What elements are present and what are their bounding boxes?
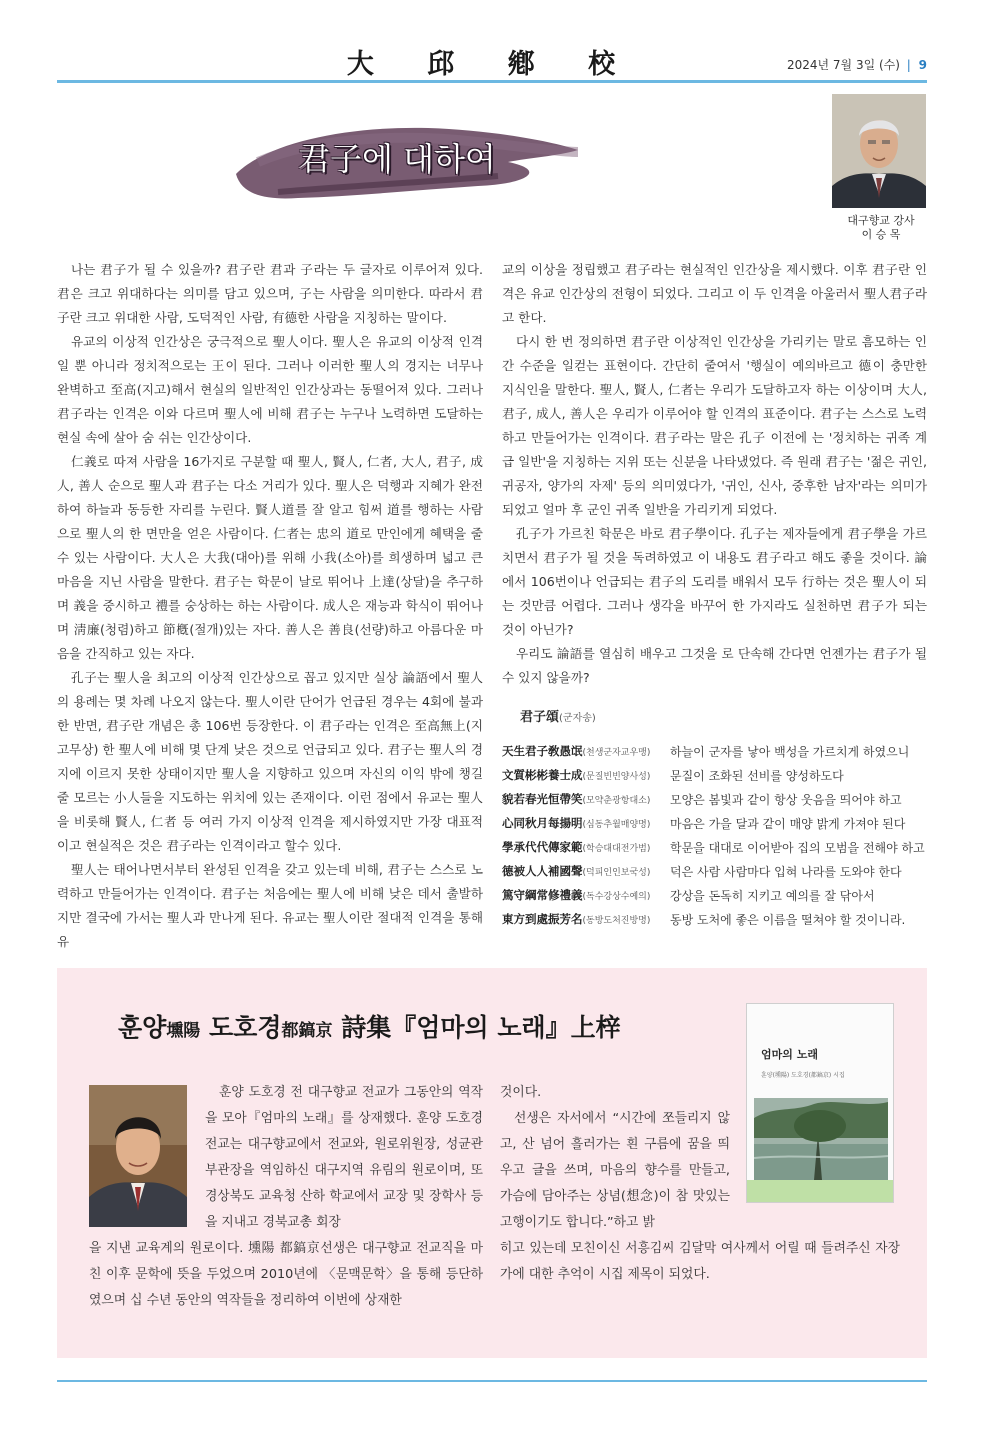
- poem-reading: (독수강상수예의): [582, 892, 651, 902]
- feature-paragraph: 히고 있는데 모친이신 서흥김씨 김달막 여사께서 어릴 때 들려주신 자장가에 대한 추억이 시집 제목이 되었다.: [500, 1241, 900, 1282]
- article-title-banner: [228, 112, 588, 208]
- feature-paragraph: 훈양 도호경 전 대구향교 전교가 그동안의 역작을 모아『엄마의 노래』를 상재했다. 훈양 도호경 전교는 대구향교에서 전교와, 원로위원장, 성균관부관장을 역임하신 대구지역 유림의 원로이며, 또 경상북도 교육청 산하 학교에서 교장 및 장학사 등을 지내고 경북교총 회장: [205, 1085, 483, 1230]
- article-column-left: [57, 258, 483, 954]
- poem-hanja: 心同秋月每揚明: [502, 816, 583, 830]
- poem-line: [502, 883, 927, 907]
- poem-reading: (심동추월매양명): [582, 820, 651, 830]
- poem-hanja: 天生君子敎愚氓: [502, 744, 583, 758]
- feature-text-left-bottom: [89, 1236, 483, 1314]
- article-paragraph: 교의 이상을 정립했고 君子라는 현실적인 인간상을 제시했다. 이후 君子란 인격은 유교 인간상의 전형이 되었다. 그리고 이 두 인격을 아울러서 聖人君子라고 한다.: [502, 262, 927, 325]
- article-title: 君子에 대하여: [298, 140, 496, 178]
- poem-line: [502, 787, 927, 811]
- poem-korean: 문질이 조화된 선비를 양성하도다: [670, 768, 844, 783]
- feature-title-name2: 도호경: [209, 1013, 282, 1042]
- feature-paragraph: 을 지낸 교육계의 원로이다. 壎陽 都鎬京선생은 대구향교 전교직을 마친 이후 문학에 뜻을 두었으며 2010년에 〈문맥문학〉을 통해 등단하였으며 십 수년 동안의 역작들을 정리하여 이번에 상재한: [89, 1241, 483, 1308]
- date-text: 2024년 7월 3일 (수): [786, 58, 900, 72]
- issue-date: [787, 56, 927, 73]
- author-affiliation: 대구향교 강사: [847, 214, 915, 227]
- feature-paragraph: 선생은 자서에서 “시간에 쪼들리지 않고, 산 넘어 흘러가는 흰 구름에 꿈을 띄우고 글을 쓰며, 마음의 향수를 만들고, 가슴에 담아주는 상념(想念)이 참 맛있는 고행이기도 합니다.”하고 밝: [500, 1111, 730, 1230]
- feature-title-name2-hanja: 都鎬京: [281, 1021, 333, 1041]
- poet-photo: [89, 1085, 187, 1227]
- article-paragraph: 나는 君子가 될 수 있을까? 君子란 君과 子라는 두 글자로 이루어져 있다. 君은 크고 위대하다는 의미를 담고 있으며, 子는 사람을 의미한다. 따라서 君子란 크고 위대한 사람, 도덕적인 사람, 有德한 사람을 지칭하는 말이다.: [57, 262, 483, 325]
- poem-title: [520, 706, 927, 725]
- feature-text-left-top: [205, 1080, 483, 1236]
- poem-reading: (모약춘광항대소): [582, 796, 651, 806]
- poem-korean: 덕은 사람 사람마다 입혀 나라를 도와야 한다: [670, 864, 902, 879]
- author-caption: [826, 214, 936, 242]
- poem-korean: 강상을 돈독히 지키고 예의를 잘 닦아서: [670, 888, 875, 903]
- poem-reading: (동방도처진방명): [582, 916, 651, 926]
- poem-hanja: 東方到處振芳名: [502, 912, 583, 926]
- article-paragraph: 聖人는 태어나면서부터 완성된 인격을 갖고 있는데 비해, 君子는 스스로 노력하고 만들어가는 인격이다. 君子는 처음에는 聖人에 비해 낮은 데서 출발하지만 결국에 가서는 聖人과 만나게 된다. 유교는 聖人이란 절대적 인격을 통해 유: [57, 862, 483, 949]
- poem-hanja: 學承代代傳家範: [502, 840, 583, 854]
- date-separator: |: [906, 58, 911, 72]
- book-cover-band: [747, 1180, 893, 1202]
- feature-title-name1: 훈양: [118, 1013, 167, 1042]
- poem-reading: (문질빈빈양사성): [582, 772, 651, 782]
- poem-korean: 모양은 봄빛과 같이 항상 웃음을 띄어야 하고: [670, 792, 902, 807]
- poem-line: [502, 835, 927, 859]
- article-paragraph: 孔子는 聖人을 최고의 이상적 인간상으로 꼽고 있지만 실상 論語에서 聖人의 용례는 몇 차례 나오지 않는다. 聖人이란 단어가 언급된 경우는 4회에 불과한 반면, 君子란 개념은 총 106번 등장한다. 이 君子라는 인격은 至高無上(지고무상) 한 聖人에 비해 몇 단계 낮은 것으로 언급되고 있다. 君子는 聖人의 경지에 이르지 못한 상태이지만 聖人을 지향하고 있으며 자신의 이익 밖에 챙길 줄 모르는 小人들을 지도하는 위치에 있는 존재이다. 이런 점에서 유교는 聖人을 비롯해 賢人, 仁者 등 여러 가지 이상적 인격을 제시하였지만 가장 대표적이고 현실적은 것은 君子라는 인격이라고 할수 있다.: [57, 670, 483, 853]
- feature-title-rest: 詩集『엄마의 노래』上梓: [341, 1013, 621, 1042]
- book-title: 엄마의 노래: [761, 1048, 818, 1061]
- bottom-rule: [57, 1380, 927, 1382]
- poem-line: [502, 763, 927, 787]
- poem-reading: (학승대대전가범): [582, 844, 651, 854]
- poem-korean: 마음은 가을 달과 같이 매양 밝게 가져야 된다: [670, 816, 906, 831]
- poem-korean: 동방 도처에 좋은 이름을 떨쳐야 할 것이니라.: [670, 912, 906, 927]
- poem-reading: (덕피인인보국성): [582, 868, 651, 878]
- poem-hanja: 貌若春光恒帶笑: [502, 792, 583, 806]
- book-cover-image: [746, 1003, 894, 1203]
- poem-block: [502, 706, 927, 931]
- poem-hanja: 德被人人補國聲: [502, 864, 583, 878]
- article-paragraph: 다시 한 번 정의하면 君子란 이상적인 인간상을 가리키는 말로 흠모하는 인간 수준을 일컫는 표현이다. 간단히 줄여서 '행실이 예의바르고 德이 충만한 지식인을 말한다. 聖人, 賢人, 仁者는 우리가 도달하고자 하는 이상이며 大人, 君子, 成人, 善人은 우리가 이루어야 할 인격의 표준이다. 君子는 스스로 노력하고 만들어가는 인격이다. 君子라는 말은 孔子 이전에 는 '정치하는 귀족 계급 일반'을 지칭하는 지위 또는 신분을 나타냈었다. 즉 원래 君子는 '젊은 귀인, 귀공자, 양가의 자제' 등의 의미였다가, '귀인, 신사, 중후한 남자'라는 의미가 되었고 얼마 후 군인 귀족 일반을 가리키게 되었다.: [502, 334, 927, 517]
- poem-korean: 학문을 대대로 이어받아 집의 모범을 전해야 하고: [670, 840, 925, 855]
- poem-line: [502, 739, 927, 763]
- newspaper-title: 大 邱 鄕 校: [346, 49, 638, 80]
- article-column-right: [502, 258, 927, 690]
- feature-text-right-top: [500, 1080, 730, 1236]
- masthead: [57, 40, 927, 82]
- poem-line: [502, 859, 927, 883]
- poem-title-reading: (군자송): [559, 713, 596, 724]
- top-rule: [57, 80, 927, 83]
- poem-line: [502, 907, 927, 931]
- poem-reading: (천생군자교우맹): [582, 748, 651, 758]
- article-paragraph: 우리도 論語를 열심히 배우고 그것을 로 단속해 간다면 언젠가는 君子가 될 수 있지 않을까?: [502, 646, 927, 685]
- author-name: 이 승 목: [861, 228, 901, 241]
- book-cover-photo: [754, 1098, 888, 1180]
- feature-text-right-bottom: [500, 1236, 900, 1288]
- feature-title-name1-hanja: 壎陽: [166, 1021, 201, 1041]
- poem-hanja: 篤守綱常修禮義: [502, 888, 583, 902]
- poem-line: [502, 811, 927, 835]
- feature-paragraph: 것이다.: [500, 1085, 542, 1100]
- feature-title: [118, 1008, 621, 1044]
- article-paragraph: 仁義로 따져 사람을 16가지로 구분할 때 聖人, 賢人, 仁者, 大人, 君子, 成人, 善人 순으로 聖人과 君子는 다소 거리가 있다. 聖人은 덕행과 지혜가 완전하여 하늘과 동등한 자리를 누린다. 賢人道를 잘 알고 힘써 道를 행하는 사람으로 聖人의 한 면만을 얻은 사람이다. 仁者는 忠의 道로 만인에게 혜택을 줄 수 있는 사람이다. 大人은 大我(대아)를 위해 小我(소아)를 희생하며 넓고 큰 마음을 지닌 사람을 말한다. 君子는 학문이 날로 뛰어나 上達(상달)을 추구하며 義을 중시하고 禮를 숭상하는 하는 사람이다. 成人은 재능과 학식이 뛰어나며 淸廉(청렴)하고 節槪(절개)있는 자다. 善人은 善良(선량)하고 아름다운 마음을 간직하고 있는 자다.: [57, 454, 483, 661]
- book-subtitle: 훈양(壎陽) 도호경(都鎬京) 시집: [761, 1072, 845, 1079]
- article-paragraph: 유교의 이상적 인간상은 궁극적으로 聖人이다. 聖人은 유교의 이상적 인격일 뿐 아니라 정치적으로는 王이 된다. 그러나 이러한 聖人의 경지는 너무나 완벽하고 至高(지고)해서 현실의 일반적인 인간상과는 동떨어져 있다. 그러나 君子라는 인격은 이와 다르며 聖人에 비해 君子는 누구나 노력하면 도달하는 현실 속에 살아 숨 쉬는 인간상이다.: [57, 334, 483, 445]
- author-photo: [832, 94, 926, 208]
- page-number: 9: [918, 58, 927, 72]
- poem-title-hanja: 君子頌: [520, 710, 560, 725]
- poem-korean: 하늘이 군자를 낳아 백성을 가르치게 하였으니: [670, 744, 910, 759]
- article-paragraph: 孔子가 가르친 학문은 바로 君子學이다. 孔子는 제자들에게 君子學을 가르치면서 君子가 될 것을 독려하였고 이 내용도 君子라고 해도 좋을 것이다. 論에서 106번이나 언급되는 君子의 도리를 배워서 모두 行하는 것은 聖人이 되는 것만큼 어렵다. 그러나 생각을 바꾸어 한 가지라도 실천하면 君子가 되는 것이 아닌가?: [502, 526, 927, 637]
- poem-hanja: 文質彬彬養士成: [502, 768, 583, 782]
